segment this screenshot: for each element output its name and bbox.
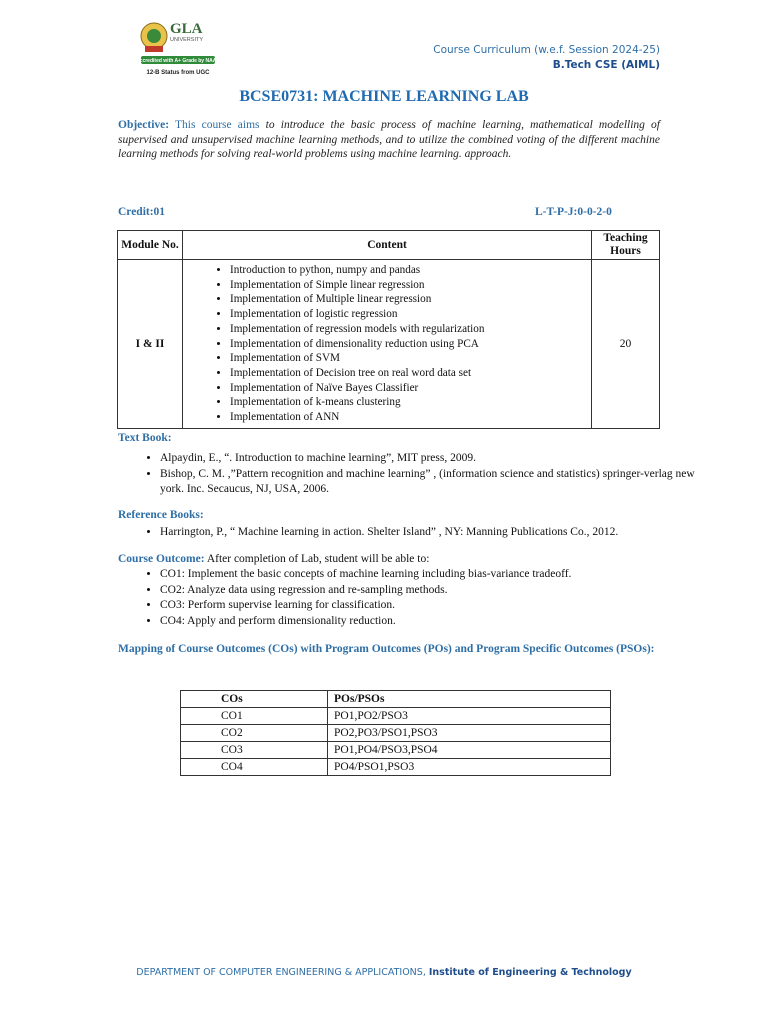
objective-label: Objective:	[118, 119, 170, 131]
content-item: • Implementation of Decision tree on real word data set	[230, 366, 590, 381]
credit-label: Credit:01	[118, 206, 166, 218]
objective-lead: This course aims	[175, 119, 260, 131]
teaching-hours: 20	[592, 260, 660, 429]
content-table-header	[118, 231, 660, 260]
curriculum-session: Course Curriculum (w.e.f. Session 2024-25)	[433, 44, 660, 56]
content-item: • Introduction to python, numpy and pandas	[230, 263, 590, 278]
co-cell: CO2	[181, 725, 328, 742]
content-table	[117, 230, 660, 429]
program-name: B.Tech CSE (AIML)	[552, 59, 660, 71]
course-outcome-item: • CO1: Implement the basic concepts of machine learning including bias-variance tradeoff.	[160, 567, 705, 583]
content-list	[184, 261, 590, 427]
content-item: • Implementation of ANN	[230, 410, 590, 425]
svg-text:UNIVERSITY: UNIVERSITY	[170, 37, 204, 43]
co-cell: CO1	[181, 708, 328, 725]
reference-books-list	[118, 525, 705, 541]
course-outcome-item: • CO2: Analyze data using regression and re-sampling methods.	[160, 583, 705, 599]
reference-book-item: • Harrington, P., “ Machine learning in action. Shelter Island” , NY: Manning Publications Co., 2012.	[160, 525, 705, 541]
header-hours: Teaching Hours	[592, 231, 660, 260]
header-module: Module No.	[118, 231, 183, 260]
content-cell	[183, 260, 592, 429]
mapping-row	[181, 708, 611, 725]
course-outcome-intro: After completion of Lab, student will be able to:	[206, 553, 430, 565]
po-cell: PO1,PO4/PSO3,PSO4	[328, 742, 611, 759]
text-book-list	[118, 451, 705, 498]
footer-department: DEPARTMENT OF COMPUTER ENGINEERING & APPLICATIONS,	[136, 967, 426, 978]
mapping-heading: Mapping of Course Outcomes (COs) with Program Outcomes (POs) and Program Specific Outcomes (PSOs):	[118, 643, 655, 655]
content-item: • Implementation of logistic regression	[230, 307, 590, 322]
course-outcome-item: • CO3: Perform supervise learning for classification.	[160, 598, 705, 614]
content-item: • Implementation of regression models with regularization	[230, 322, 590, 337]
content-item: • Implementation of Simple linear regression	[230, 278, 590, 293]
mapping-row	[181, 759, 611, 776]
content-item: • Implementation of Naïve Bayes Classifier	[230, 381, 590, 396]
svg-text:12-B Status from UGC: 12-B Status from UGC	[146, 70, 210, 76]
mapping-table-header	[181, 691, 611, 708]
text-book-heading: Text Book:	[118, 432, 172, 444]
footer-institute: Institute of Engineering & Technology	[428, 967, 632, 978]
objective-text: to introduce the basic process of machine learning, mathematical modelling of supervised and unsupervised machine learning methods, and to utilize the combined voting of the different machine learning methods for solving real-world problems using machine learning. approach.	[118, 119, 660, 160]
po-cell: PO4/PSO1,PSO3	[328, 759, 611, 776]
reference-books-heading: Reference Books:	[118, 509, 204, 521]
co-cell: CO4	[181, 759, 328, 776]
content-item: • Implementation of SVM	[230, 351, 590, 366]
course-outcome-item: • CO4: Apply and perform dimensionality reduction.	[160, 614, 705, 630]
po-cell: PO1,PO2/PSO3	[328, 708, 611, 725]
text-book-item: • Alpaydin, E., “. Introduction to machine learning”, MIT press, 2009.	[160, 451, 705, 467]
header-content: Content	[183, 231, 592, 260]
ltpj-label: L-T-P-J:0-0-2-0	[535, 206, 612, 218]
university-logo	[137, 16, 219, 78]
objective-paragraph	[118, 118, 660, 162]
course-outcome-list	[118, 567, 705, 629]
content-item: • Implementation of k-means clustering	[230, 395, 590, 410]
content-item: • Implementation of dimensionality reduction using PCA	[230, 337, 590, 352]
course-title: BCSE0731: MACHINE LEARNING LAB	[239, 88, 529, 105]
text-book-item: • Bishop, C. M. ,”Pattern recognition and machine learning” , (information science and statistics) springer-verlag new york. Inc. Secaucus, NJ, USA, 2006.	[160, 467, 705, 498]
module-number: I & II	[118, 260, 183, 429]
svg-text:Accredited with A+ Grade by NA: Accredited with A+ Grade by NAAC	[137, 58, 219, 64]
mapping-table	[180, 690, 611, 776]
po-cell: PO2,PO3/PSO1,PSO3	[328, 725, 611, 742]
course-outcome-heading	[118, 553, 429, 565]
header-cos: COs	[181, 691, 328, 708]
co-cell: CO3	[181, 742, 328, 759]
mapping-row	[181, 742, 611, 759]
course-outcome-label: Course Outcome:	[118, 553, 205, 565]
svg-text:GLA: GLA	[170, 21, 203, 37]
header-pos: POs/PSOs	[328, 691, 611, 708]
content-table-row	[118, 260, 660, 429]
page-footer	[0, 967, 768, 978]
header-info	[433, 43, 660, 73]
content-item: • Implementation of Multiple linear regression	[230, 292, 590, 307]
mapping-row	[181, 725, 611, 742]
